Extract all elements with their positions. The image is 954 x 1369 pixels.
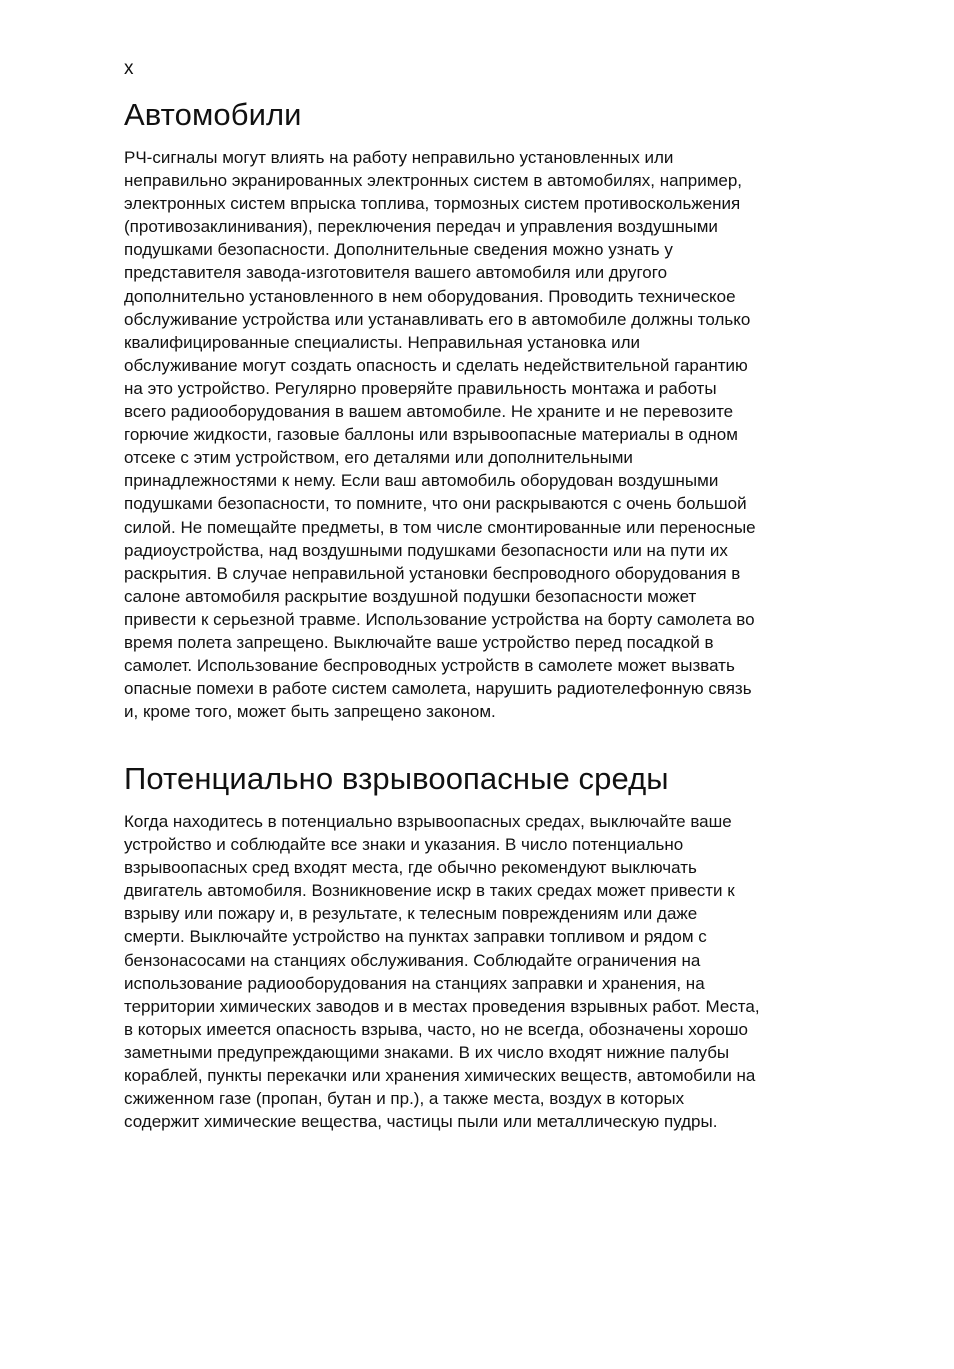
text-line: раскрытия. В случае неправильной установки беспроводного оборудования в bbox=[124, 563, 741, 583]
text-line: обслуживание могут создать опасность и сделать недействительной гарантию bbox=[124, 355, 748, 375]
text-line: Когда находитесь в потенциально взрывоопасных средах, выключайте ваше bbox=[124, 812, 732, 831]
text-line: радиоустройства, над воздушными подушками безопасности или на пути их bbox=[124, 540, 728, 560]
section-body-automobiles bbox=[124, 146, 814, 723]
text-line: неправильно экранированных электронных систем в автомобилях, например, bbox=[124, 171, 743, 191]
text-line: заметными предупреждающими знаками. В их число входят нижние палубы bbox=[124, 1042, 730, 1062]
text-line: (противозаклинивания), переключения передач и управления воздушными bbox=[124, 217, 718, 237]
section-heading-explosive-environments: Потенциально взрывоопасные среды bbox=[124, 761, 669, 796]
text-line: принадлежностями к нему. Если ваш автомобиль оборудован воздушными bbox=[124, 471, 719, 491]
text-line: двигатель автомобиля. Возникновение искр в таких средах может привести к bbox=[124, 881, 735, 901]
text-line: силой. Не помещайте предметы, в том числе смонтированные или переносные bbox=[124, 517, 756, 537]
text-line: использование радиооборудования на станциях заправки и хранения, на bbox=[124, 973, 705, 993]
text-line: в которых имеется опасность взрыва, часто, но не всегда, обозначены хорошо bbox=[124, 1019, 748, 1039]
text-line: дополнительно установленного в нем оборудования. Проводить техническое bbox=[124, 286, 736, 306]
text-line: время полета запрещено. Выключайте ваше устройство перед посадкой в bbox=[124, 632, 714, 652]
text-line: содержит химические вещества, частицы пыли или металлическую пудры. bbox=[124, 1112, 718, 1132]
text-line: и, кроме того, может быть запрещено законом. bbox=[124, 702, 496, 722]
text-line: обслуживание устройства или устанавливать его в автомобиле должны только bbox=[124, 309, 751, 329]
text-line: всего радиооборудования в вашем автомобиле. Не храните и не перевозите bbox=[124, 402, 734, 422]
text-line: горючие жидкости, газовые баллоны или взрывоопасные материалы в одном bbox=[124, 425, 738, 445]
text-line: смерти. Выключайте устройство на пунктах заправки топливом и рядом с bbox=[124, 927, 707, 947]
section-body-explosive-environments bbox=[124, 810, 814, 1133]
text-line: сжиженном газе (пропан, бутан и пр.), а также места, воздух в которых bbox=[124, 1089, 685, 1109]
text-line: подушками безопасности, то помните, что они раскрываются с очень большой bbox=[124, 494, 747, 514]
text-line: представителя завода-изготовителя вашего автомобиля или другого bbox=[124, 263, 668, 283]
text-line: кораблей, пункты перекачки или хранения химических веществ, автомобили на bbox=[124, 1066, 756, 1086]
text-line: на это устройство. Регулярно проверяйте правильность монтажа и работы bbox=[124, 378, 717, 398]
text-line: электронных систем впрыска топлива, тормозных систем противоскольжения bbox=[124, 194, 741, 214]
section-automobiles bbox=[124, 94, 814, 723]
text-line: взрывоопасных сред входят места, где обычно рекомендуют выключать bbox=[124, 858, 697, 878]
text-line: взрыву или пожару и, в результате, к телесным повреждениям или даже bbox=[124, 904, 698, 924]
text-line: квалифицированные специалисты. Неправильная установка или bbox=[124, 332, 641, 352]
text-line: территории химических заводов и в местах проведения взрывных работ. Места, bbox=[124, 996, 760, 1016]
text-line: салоне автомобиля раскрытие воздушной подушки безопасности может bbox=[124, 586, 697, 606]
section-heading-automobiles: Автомобили bbox=[124, 97, 302, 132]
text-line: опасные помехи в работе систем самолета, нарушить радиотелефонную связь bbox=[124, 679, 752, 699]
text-line: отсеке с этим устройством, его деталями или дополнительными bbox=[124, 448, 633, 468]
text-line: привести к серьезной травме. Использование устройства на борту самолета во bbox=[124, 609, 755, 629]
section-explosive-environments bbox=[124, 758, 814, 1133]
text-line: устройство и соблюдайте все знаки и указания. В число потенциально bbox=[124, 835, 684, 855]
text-line: самолет. Использование беспроводных устройств в самолете может вызвать bbox=[124, 656, 735, 676]
text-line: подушками безопасности. Дополнительные сведения можно узнать у bbox=[124, 240, 673, 260]
page-marker: x bbox=[124, 58, 134, 79]
text-line: бензонасосами на станциях обслуживания. Соблюдайте ограничения на bbox=[124, 950, 701, 970]
text-line: РЧ-сигналы могут влиять на работу неправильно установленных или bbox=[124, 148, 674, 167]
